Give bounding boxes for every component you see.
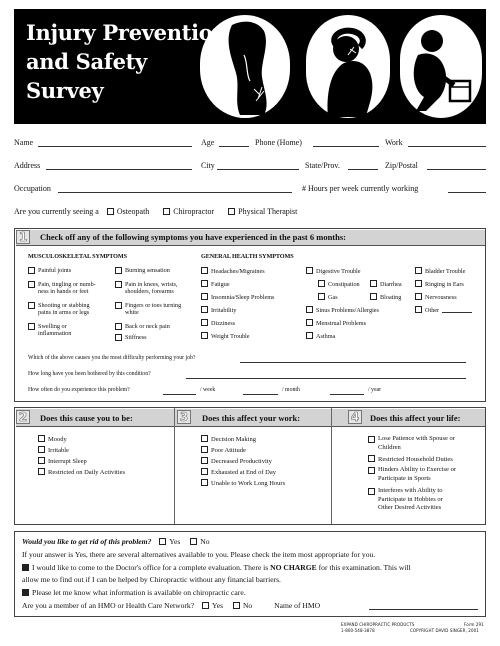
q-how-long-field[interactable] bbox=[186, 378, 466, 379]
checkbox[interactable] bbox=[368, 455, 375, 462]
phone-home-label: Phone (Home) bbox=[255, 138, 302, 147]
publisher-phone: 1-800-548-3878 bbox=[341, 628, 375, 633]
work-poor-attitude: Poor Attitude bbox=[201, 446, 246, 456]
section-number-3: 3 bbox=[177, 410, 191, 424]
symptom-constipation: Constipation bbox=[318, 280, 360, 288]
checkbox[interactable] bbox=[201, 319, 208, 326]
checkbox[interactable] bbox=[201, 457, 208, 464]
hmo-question: Are you a member of an HMO or Health Care Network? Yes No Name of HMO bbox=[22, 601, 321, 610]
chiropractor-checkbox[interactable] bbox=[163, 208, 170, 215]
age-field[interactable] bbox=[219, 146, 249, 147]
symptom-pain-knees: Pain in knees, wrists, shoulders, forearms bbox=[115, 281, 177, 295]
phone-home-field[interactable] bbox=[313, 146, 379, 147]
symptom-painful-joints: Painful joints bbox=[28, 267, 71, 275]
get-rid-no-checkbox[interactable] bbox=[190, 538, 197, 545]
life-lose-patience: Lose Patience with Spouse or Children bbox=[368, 435, 455, 452]
checkbox[interactable] bbox=[201, 267, 208, 274]
symptom-fingers-white: Fingers or toes turning white bbox=[115, 302, 181, 316]
section-3-title: Does this affect your work: bbox=[202, 413, 301, 423]
checkbox[interactable] bbox=[38, 435, 45, 442]
checkbox[interactable] bbox=[201, 332, 208, 339]
work-unable-long-hours: Unable to Work Long Hours bbox=[201, 479, 285, 489]
zip-label: Zip/Postal bbox=[385, 161, 418, 170]
life-interferes-hobbies: Interferes with Ability to Participate in Hobbies or Other Desired Activities bbox=[368, 487, 443, 513]
q-often-month-field[interactable] bbox=[243, 394, 278, 395]
hmo-yes-checkbox[interactable] bbox=[202, 602, 209, 609]
address-label: Address bbox=[14, 161, 41, 170]
symptom-other: Other bbox=[415, 306, 439, 314]
checkbox[interactable] bbox=[415, 267, 422, 274]
work-decision-making: Decision Making bbox=[201, 435, 256, 445]
symptom-dizziness: Dizziness bbox=[201, 319, 235, 327]
get-rid-question: Would you like to get rid of this problem? Yes No bbox=[22, 537, 210, 546]
checkbox[interactable] bbox=[201, 446, 208, 453]
symptom-asthma: Asthma bbox=[306, 332, 335, 340]
q-often-week-field[interactable] bbox=[163, 394, 196, 395]
checkbox[interactable] bbox=[115, 323, 122, 330]
effect-restricted-daily: Restricted on Daily Activities bbox=[38, 468, 125, 478]
hmo-no-checkbox[interactable] bbox=[233, 602, 240, 609]
symptom-menstrual: Menstrual Problems bbox=[306, 319, 366, 327]
address-field[interactable] bbox=[46, 169, 192, 170]
neck-pain-figure-icon bbox=[306, 15, 390, 118]
symptom-insomnia: Insomnia/Sleep Problems bbox=[201, 293, 274, 301]
checkbox[interactable] bbox=[370, 293, 377, 300]
form-number: Form 291 bbox=[464, 622, 484, 627]
physical-therapist-checkbox[interactable] bbox=[228, 208, 235, 215]
section-number-2: 2 bbox=[16, 410, 30, 424]
symptom-bloating: Bloating bbox=[370, 293, 401, 301]
checkbox[interactable] bbox=[415, 280, 422, 287]
per-week-label: / week bbox=[200, 387, 216, 393]
checkbox[interactable] bbox=[28, 323, 35, 330]
symptom-sinus: Sinus Problems/Allergies bbox=[306, 306, 379, 314]
section-number-1: 1 bbox=[16, 230, 30, 244]
evaluation-option-continued: allow me to find out if I can be helped by Chiropractic without any financial barriers. bbox=[22, 575, 281, 584]
symptom-weight: Weight Trouble bbox=[201, 332, 250, 340]
q-how-long-label: How long have you been bothered by this condition? bbox=[28, 371, 151, 377]
effect-interrupt-sleep: Interrupt Sleep bbox=[38, 457, 87, 467]
musculoskeletal-heading: MUSCULOSKELETAL SYMPTOMS bbox=[28, 253, 127, 260]
symptom-pain-tingling: Pain, tingling or numb- ness in hands or feet bbox=[28, 281, 96, 295]
symptom-burning: Burning sensation bbox=[115, 267, 170, 275]
name-field[interactable] bbox=[38, 146, 192, 147]
checkbox[interactable] bbox=[306, 267, 313, 274]
effect-irritable: Irritable bbox=[38, 446, 69, 456]
lifting-figure-icon bbox=[400, 15, 482, 118]
checkbox[interactable] bbox=[201, 479, 208, 486]
checkbox[interactable] bbox=[38, 446, 45, 453]
evaluation-option: I would like to come to the Doctor's office for a complete evaluation. There is NO CHARGE for this examination. This will bbox=[22, 563, 411, 572]
checkbox[interactable] bbox=[115, 281, 122, 288]
city-field[interactable] bbox=[217, 169, 299, 170]
symptom-diarrhea: Diarrhea bbox=[370, 280, 402, 288]
q-how-often-label: How often do you experience this problem? bbox=[28, 387, 130, 393]
effect-moody: Moody bbox=[38, 435, 67, 445]
copyright: COPYRIGHT DAVID SINGER, 2001 bbox=[410, 628, 479, 633]
info-option: Please let me know what information is available on chiropractic care. bbox=[22, 588, 246, 597]
occupation-label: Occupation bbox=[14, 184, 51, 193]
alternatives-text: If your answer is Yes, there are several alternatives available to you. Please check the item most appropriate for you. bbox=[22, 550, 376, 559]
column-divider bbox=[174, 408, 175, 524]
osteopath-checkbox[interactable] bbox=[107, 208, 114, 215]
work-field[interactable] bbox=[408, 146, 486, 147]
publisher-name: EXPAND CHIROPRACTIC PRODUCTS bbox=[341, 622, 415, 627]
q-cause-label: Which of the above causes you the most difficulty performing your job? bbox=[28, 355, 196, 361]
hours-field[interactable] bbox=[448, 192, 486, 193]
symptom-nervousness: Nervousness bbox=[415, 293, 457, 301]
evaluation-checkbox[interactable] bbox=[22, 564, 29, 571]
checkbox[interactable] bbox=[28, 267, 35, 274]
work-label: Work bbox=[385, 138, 403, 147]
checkbox[interactable] bbox=[306, 332, 313, 339]
symptoms-section-title: Check off any of the following symptoms you have experienced in the past 6 months: bbox=[40, 232, 346, 242]
symptom-irritability: Irritability bbox=[201, 306, 236, 314]
work-decreased-productivity: Decreased Productivity bbox=[201, 457, 272, 467]
checkbox[interactable] bbox=[38, 468, 45, 475]
checkbox[interactable] bbox=[368, 436, 375, 443]
symptom-bladder: Bladder Trouble bbox=[415, 267, 465, 275]
symptom-shooting-pains: Shooting or stabbing pains in arms or legs bbox=[28, 302, 90, 316]
symptom-fatigue: Fatigue bbox=[201, 280, 230, 288]
checkbox[interactable] bbox=[115, 334, 122, 341]
checkbox[interactable] bbox=[368, 488, 375, 495]
checkbox[interactable] bbox=[201, 435, 208, 442]
checkbox[interactable] bbox=[370, 280, 377, 287]
checkbox[interactable] bbox=[115, 267, 122, 274]
q-often-year-field[interactable] bbox=[330, 394, 364, 395]
symptom-digestive: Digestive Trouble bbox=[306, 267, 361, 275]
checkbox[interactable] bbox=[318, 280, 325, 287]
checkbox[interactable] bbox=[28, 302, 35, 309]
checkbox[interactable] bbox=[115, 302, 122, 309]
name-label: Name bbox=[14, 138, 34, 147]
checkbox[interactable] bbox=[201, 468, 208, 475]
zip-field[interactable] bbox=[427, 169, 486, 170]
checkbox[interactable] bbox=[201, 293, 208, 300]
symptom-stiffness: Stiffness bbox=[115, 334, 147, 342]
survey-title: Injury Prevention and Safety Survey bbox=[26, 20, 228, 103]
section-4-title: Does this affect your life: bbox=[370, 413, 461, 423]
section-2-title: Does this cause you to be: bbox=[40, 413, 133, 423]
symptom-headaches: Headaches/Migraines bbox=[201, 267, 265, 275]
age-label: Age bbox=[201, 138, 215, 147]
column-divider bbox=[331, 408, 332, 524]
state-field[interactable] bbox=[348, 169, 378, 170]
section-number-4: 4 bbox=[348, 410, 362, 424]
q-cause-field[interactable] bbox=[240, 362, 466, 363]
currently-seeing-label: Are you currently seeing a Osteopath Chiropractor Physical Therapist bbox=[14, 207, 298, 216]
symptom-back-neck: Back or neck pain bbox=[115, 323, 170, 331]
work-exhausted: Exhausted at End of Day bbox=[201, 468, 276, 478]
checkbox[interactable] bbox=[318, 293, 325, 300]
checkbox[interactable] bbox=[201, 306, 208, 313]
per-year-label: / year bbox=[368, 387, 382, 393]
per-month-label: / month bbox=[282, 387, 300, 393]
checkbox[interactable] bbox=[415, 306, 422, 313]
life-restricted-household: Restricted Household Duties bbox=[368, 455, 453, 465]
checkbox[interactable] bbox=[415, 293, 422, 300]
info-checkbox[interactable] bbox=[22, 589, 29, 596]
checkbox[interactable] bbox=[368, 467, 375, 474]
life-hinders-exercise: Hinders Ability to Exercise or Participate in Sports bbox=[368, 466, 456, 483]
occupation-field[interactable] bbox=[58, 192, 292, 193]
checkbox[interactable] bbox=[38, 457, 45, 464]
hours-label: # Hours per week currently working bbox=[302, 184, 419, 193]
checkbox[interactable] bbox=[306, 319, 313, 326]
general-health-heading: GENERAL HEALTH SYMPTOMS bbox=[201, 253, 294, 260]
get-rid-yes-checkbox[interactable] bbox=[159, 538, 166, 545]
checkbox[interactable] bbox=[201, 280, 208, 287]
symptom-gas: Gas bbox=[318, 293, 338, 301]
symptom-ringing: Ringing in Ears bbox=[415, 280, 464, 288]
hmo-name-field[interactable] bbox=[369, 609, 478, 610]
checkbox[interactable] bbox=[28, 281, 35, 288]
state-label: State/Prov. bbox=[305, 161, 340, 170]
checkbox[interactable] bbox=[306, 306, 313, 313]
symptom-other-field[interactable] bbox=[442, 312, 472, 313]
city-label: City bbox=[201, 161, 215, 170]
symptom-swelling: Swelling or inflammation bbox=[28, 323, 71, 337]
